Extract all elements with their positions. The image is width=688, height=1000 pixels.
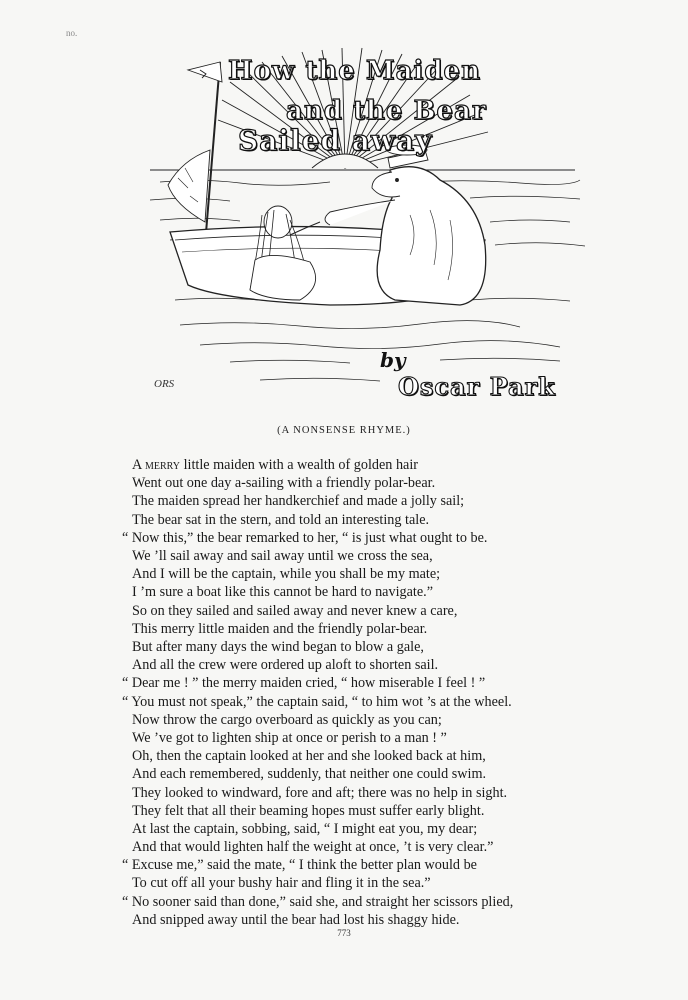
poem-line-text: And all the crew were ordered up aloft to shorten sail. (132, 657, 439, 674)
page-number: 773 (337, 928, 351, 938)
poem-line (0, 802, 688, 820)
poem-line-text: But after many days the wind began to blow a gale, (132, 639, 424, 655)
poem-line (0, 820, 688, 838)
author-name: Oscar Park (398, 372, 556, 401)
title-line-3: Sailed away (238, 124, 433, 157)
poem-line (0, 547, 688, 565)
poem-line-text: Oh, then the captain looked at her and she looked back at him, (132, 748, 486, 765)
poem-line (0, 474, 688, 492)
poem-line (0, 492, 688, 510)
poem-line-text: And snipped away until the bear had lost his shaggy hide. (132, 911, 460, 928)
poem-line-text: And each remembered, suddenly, that neither one could swim. (132, 766, 487, 783)
poem-line-lead: A merry (132, 457, 181, 473)
poem-line-text: To cut off all your bushy hair and fling it in the sea.” (132, 875, 431, 892)
poem-line-text: We ’ve got to lighten ship at once or perish to a man ! ” (132, 729, 447, 746)
poem-line (0, 911, 688, 929)
poem-line (0, 620, 688, 638)
poem-line (0, 893, 688, 911)
title-block (0, 0, 688, 420)
poem-line-text: “ Now this,” the bear remarked to her, “ is just what ought to be. (122, 529, 488, 546)
poem-line-text: And that would lighten half the weight at once, ’t is very clear.” (132, 839, 494, 856)
corner-mark: no. (66, 28, 78, 38)
poem-line-text: We ’ll sail away and sail away until we cross the sea, (132, 547, 433, 564)
artist-monogram: ORS (154, 378, 175, 390)
poem-line (0, 565, 688, 583)
poem-line-text: This merry little maiden and the friendly polar-bear. (132, 620, 428, 637)
title-line-2: and the Bear (286, 96, 487, 126)
poem-line (0, 602, 688, 620)
poem-line (0, 693, 688, 711)
poem-line-text: little maiden with a wealth of golden hair (180, 457, 418, 473)
poem-line-text: At last the captain, sobbing, said, “ I might eat you, my dear; (132, 820, 478, 837)
poem-line (0, 711, 688, 729)
poem-line-text: “ You must not speak,” the captain said, “ to him wot ’s at the wheel. (122, 693, 512, 710)
poem-line-text: Went out one day a-sailing with a friendly polar-bear. (132, 475, 436, 492)
byline-by: by (380, 348, 406, 372)
poem-line-text: “ Excuse me,” said the mate, “ I think the better plan would be (122, 857, 477, 874)
poem-line (0, 856, 688, 874)
poem-line (0, 765, 688, 783)
poem-line (0, 511, 688, 529)
poem-line-text: “ No sooner said than done,” said she, and straight her scissors plied, (122, 893, 514, 910)
poem-line-text: The bear sat in the stern, and told an interesting tale. (132, 511, 430, 528)
poem-line (0, 729, 688, 747)
poem-line (0, 656, 688, 674)
poem-line-text: They felt that all their beaming hopes must suffer early blight. (132, 802, 485, 819)
poem-line (0, 838, 688, 856)
stanza-2 (0, 638, 688, 929)
poem-line (0, 784, 688, 802)
poem-line (0, 638, 688, 656)
poem-line (0, 874, 688, 892)
poem-subtitle: (A NONSENSE RHYME.) (277, 425, 411, 436)
poem-line-text: The maiden spread her handkerchief and made a jolly sail; (132, 493, 465, 510)
poem-line-text: And I will be the captain, while you shall be my mate; (132, 566, 441, 583)
poem-line-text: Now throw the cargo overboard as quickly as you can; (132, 711, 442, 728)
poem-line (0, 747, 688, 765)
title-line-1: How the Maiden (228, 56, 481, 86)
poem-line-text: “ Dear me ! ” the merry maiden cried, “ how miserable I feel ! ” (122, 675, 486, 692)
stanza-1 (0, 456, 688, 638)
poem-line-text: They looked to windward, fore and aft; there was no help in sight. (132, 784, 508, 801)
poem-line-text: So on they sailed and sailed away and never knew a care, (132, 602, 458, 619)
poem-line-text: I ’m sure a boat like this cannot be hard to navigate.” (132, 584, 433, 601)
poem-line (0, 456, 688, 474)
poem-line (0, 674, 688, 692)
poem-line (0, 529, 688, 547)
poem-line (0, 583, 688, 601)
